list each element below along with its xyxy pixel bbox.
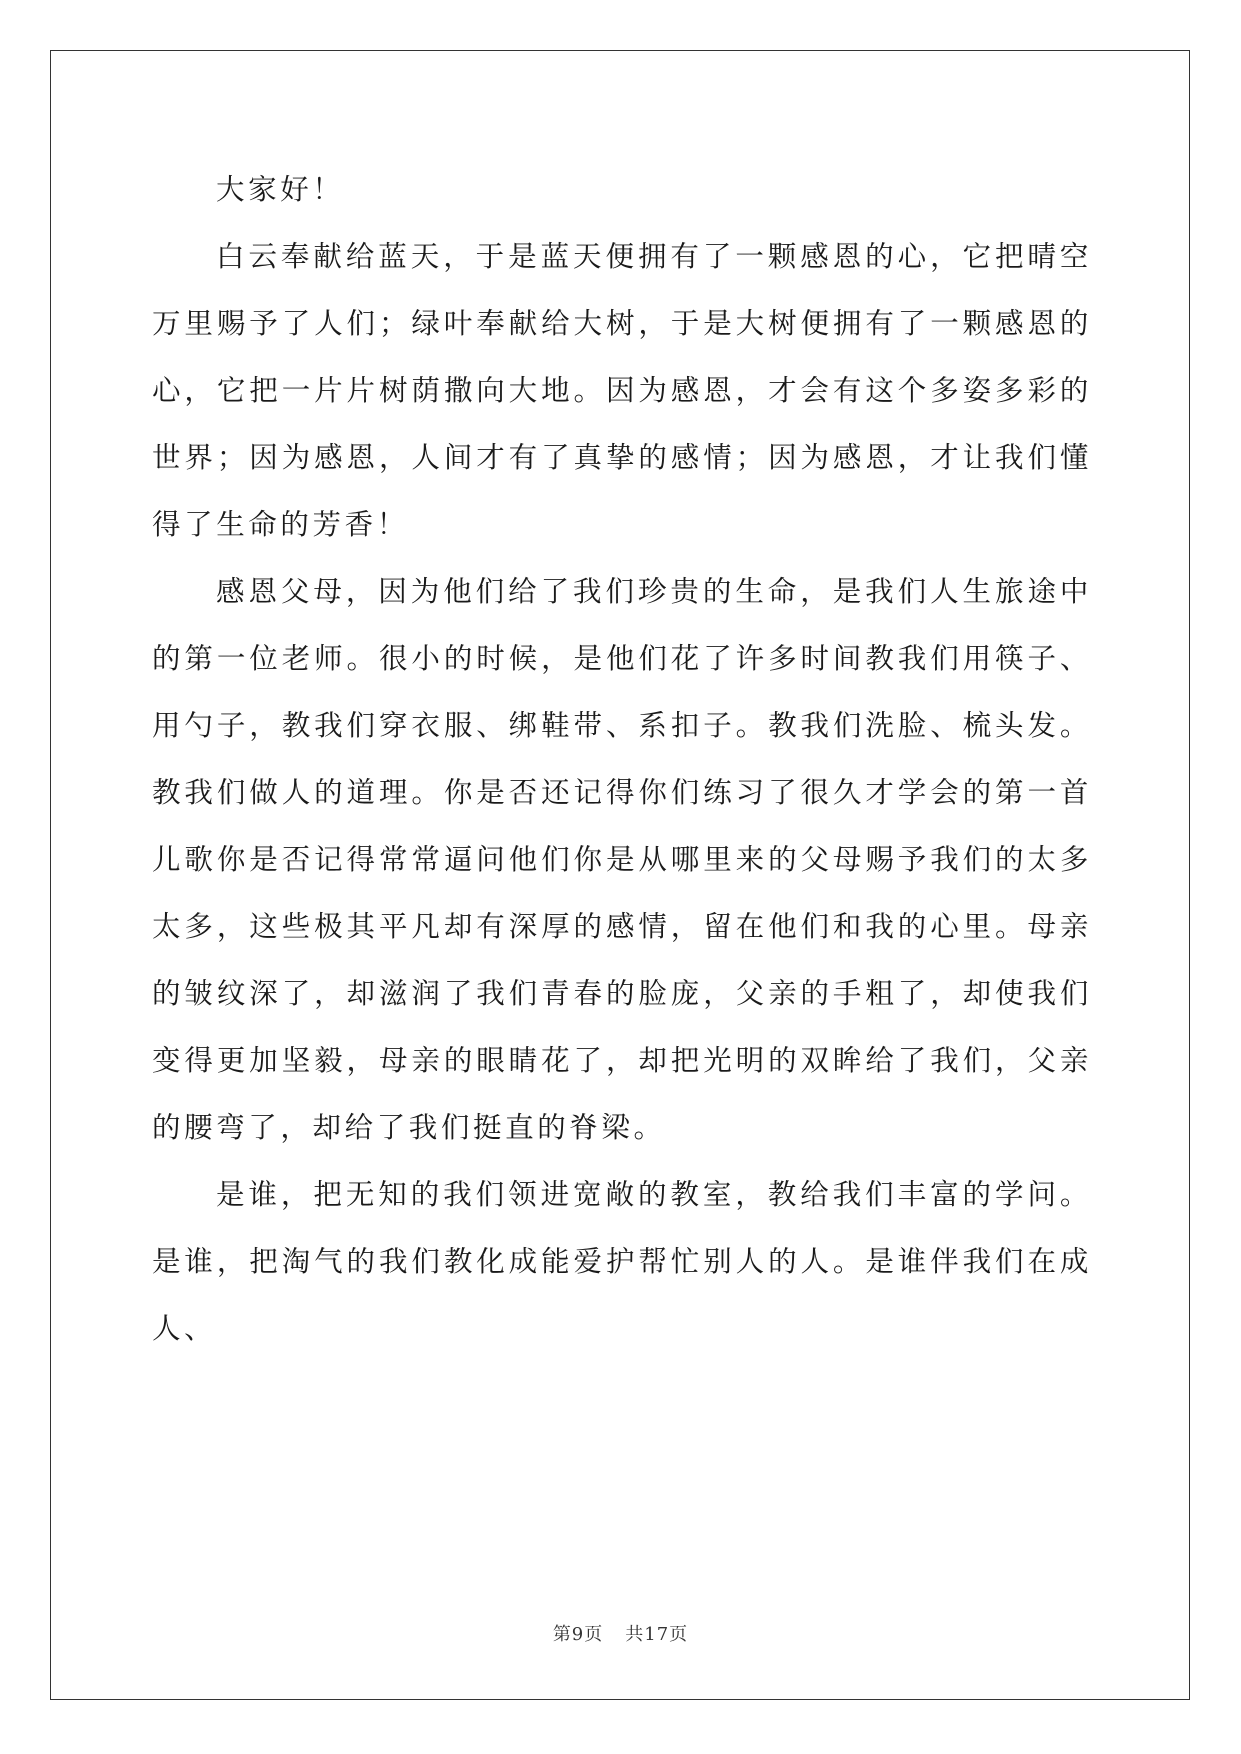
page-footer: [0, 1620, 1241, 1646]
paragraph-gratitude-teachers: 是谁，把无知的我们领进宽敞的教室，教给我们丰富的学问。是谁，把淘气的我们教化成能爱护帮忙别人的人。是谁伴我们在成人、: [152, 1178, 1092, 1345]
document-body: [152, 156, 1092, 1362]
paragraph-gratitude-nature: 白云奉献给蓝天，于是蓝天便拥有了一颗感恩的心，它把晴空万里赐予了人们；绿叶奉献给大树，于是大树便拥有了一颗感恩的心，它把一片片树荫撒向大地。因为感恩，才会有这个多姿多彩的世界；因为感恩，人间才有了真挚的感情；因为感恩，才让我们懂得了生命的芳香！: [152, 240, 1092, 541]
paragraph-gratitude-parents: 感恩父母，因为他们给了我们珍贵的生命，是我们人生旅途中的第一位老师。很小的时候，是他们花了许多时间教我们用筷子、用勺子，教我们穿衣服、绑鞋带、系扣子。教我们洗脸、梳头发。教我们做人的道理。你是否还记得你们练习了很久才学会的第一首儿歌你是否记得常常逼问他们你是从哪里来的父母赐予我们的太多太多，这些极其平凡却有深厚的感情，留在他们和我的心里。母亲的皱纹深了，却滋润了我们青春的脸庞，父亲的手粗了，却使我们变得更加坚毅，母亲的眼睛花了，却把光明的双眸给了我们，父亲的腰弯了，却给了我们挺直的脊梁。: [152, 575, 1092, 1144]
greeting-paragraph: 大家好！: [216, 173, 345, 206]
page-number: 第9页: [552, 1624, 604, 1645]
page-total: 共17页: [625, 1624, 689, 1645]
